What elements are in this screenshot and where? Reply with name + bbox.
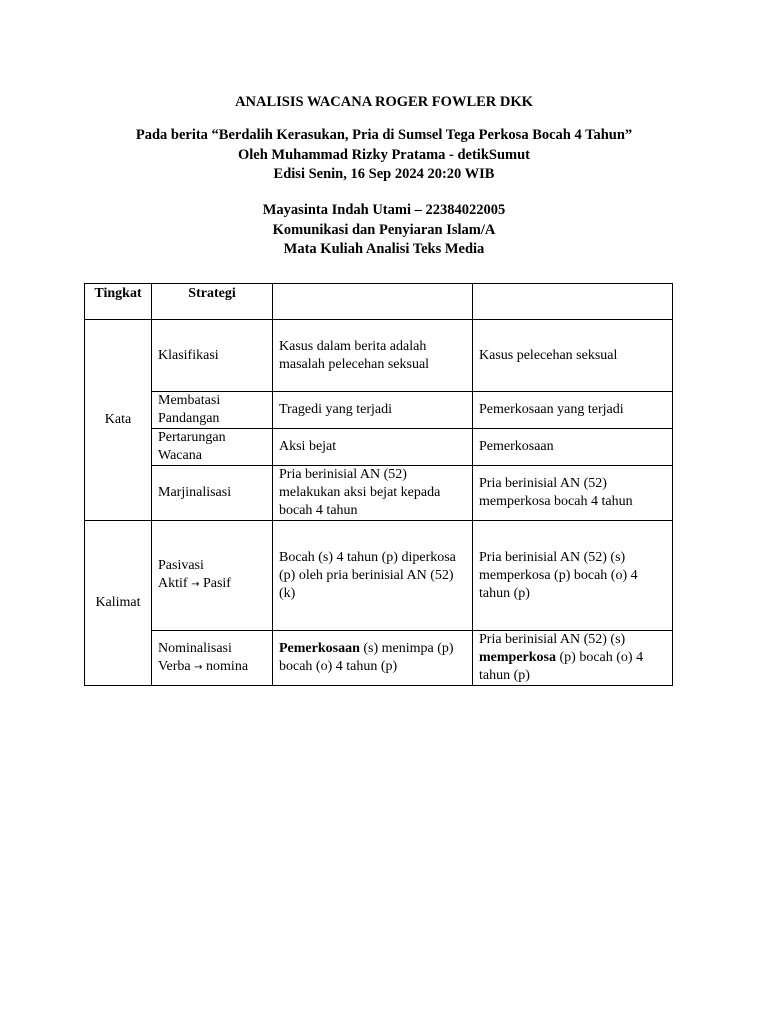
strategy-line <box>158 575 266 594</box>
strategy-line: Pertarungan <box>158 430 226 445</box>
cell-membatasi-text: Tragedi yang terjadi <box>273 392 473 429</box>
cell-nominalisasi-summary <box>473 631 673 686</box>
strategy-line: Membatasi <box>158 393 221 408</box>
strategy-klasifikasi: Klasifikasi <box>152 320 273 392</box>
strategy-line: Pasivasi <box>158 558 204 573</box>
cell-pasivasi-summary: Pria berinisial AN (52) (s) memperkosa (p) bocah (o) 4 tahun (p) <box>473 521 673 631</box>
header-tingkat: Tingkat <box>85 284 152 320</box>
author-info <box>0 201 768 260</box>
cell-marjinalisasi-summary: Pria berinisial AN (52) memperkosa bocah 4 tahun <box>473 466 673 521</box>
cell-klasifikasi-summary: Kasus pelecehan seksual <box>473 320 673 392</box>
article-info <box>0 126 768 185</box>
level-kalimat: Kalimat <box>85 521 152 686</box>
strategy-nominalisasi <box>152 631 273 686</box>
strategy-to: nomina <box>206 658 249 674</box>
article-line: Pada berita “Berdalih Kerasukan, Pria di Sumsel Tega Perkosa Bocah 4 Tahun” <box>135 127 633 143</box>
table-row <box>85 392 673 429</box>
bold-term: Pemerkosaan <box>279 641 360 656</box>
level-kata: Kata <box>85 320 152 521</box>
strategy-pasivasi <box>152 521 273 631</box>
strategy-to: Pasif <box>202 576 231 591</box>
byline: Oleh Muhammad Rizky Pratama - detikSumut <box>237 146 531 163</box>
analysis-table <box>84 283 673 686</box>
table-row <box>85 466 673 521</box>
strategy-pertarungan <box>152 429 273 466</box>
table-row <box>85 521 673 631</box>
table-header-row <box>85 284 673 320</box>
document-title <box>0 93 768 113</box>
header-col3 <box>273 284 473 320</box>
arrow-right-icon: → <box>191 579 200 590</box>
student-line: Mayasinta Indah Utami – 22384022005 <box>262 202 506 218</box>
cell-membatasi-summary: Pemerkosaan yang terjadi <box>473 392 673 429</box>
strategy-marjinalisasi: Marjinalisasi <box>152 466 273 521</box>
table-row <box>85 631 673 686</box>
strategy-line: Nominalisasi <box>158 640 232 656</box>
bold-term: memperkosa <box>479 650 556 665</box>
strategy-line <box>158 658 266 677</box>
strategy-line: Wacana <box>158 448 202 463</box>
strategy-line: Pandangan <box>158 411 220 426</box>
cell-marjinalisasi-text: Pria berinisial AN (52) melakukan aksi bejat kepada bocah 4 tahun <box>273 466 473 521</box>
arrow-right-icon: → <box>194 661 203 673</box>
cell-text: (s) menimpa (p) bocah (o) 4 tahun (p) <box>279 641 454 674</box>
table-row <box>85 429 673 466</box>
cell-text: Pria berinisial AN (52) (s) <box>479 632 626 647</box>
cell-nominalisasi-text <box>273 631 473 686</box>
cell-text: (p) bocah (o) 4 tahun (p) <box>479 650 644 683</box>
edition-line: Edisi Senin, 16 Sep 2024 20:20 WIB <box>273 166 495 182</box>
cell-klasifikasi-text: Kasus dalam berita adalah masalah pelecehan seksual <box>273 320 473 392</box>
table-row <box>85 320 673 392</box>
header-strategi: Strategi <box>152 284 273 320</box>
strategy-from: Aktif <box>158 576 188 591</box>
cell-pertarungan-text: Aksi bejat <box>273 429 473 466</box>
cell-pertarungan-summary: Pemerkosaan <box>473 429 673 466</box>
program-line: Komunikasi dan Penyiaran Islam/A <box>272 221 496 238</box>
strategy-membatasi <box>152 392 273 429</box>
header-col4 <box>473 284 673 320</box>
cell-pasivasi-text: Bocah (s) 4 tahun (p) diperkosa (p) oleh pria berinisial AN (52) (k) <box>273 521 473 631</box>
title-text: ANALISIS WACANA ROGER FOWLER DKK <box>235 94 533 110</box>
strategy-from: Verba <box>158 658 191 674</box>
course-line: Mata Kuliah Analisi Teks Media <box>283 241 485 257</box>
